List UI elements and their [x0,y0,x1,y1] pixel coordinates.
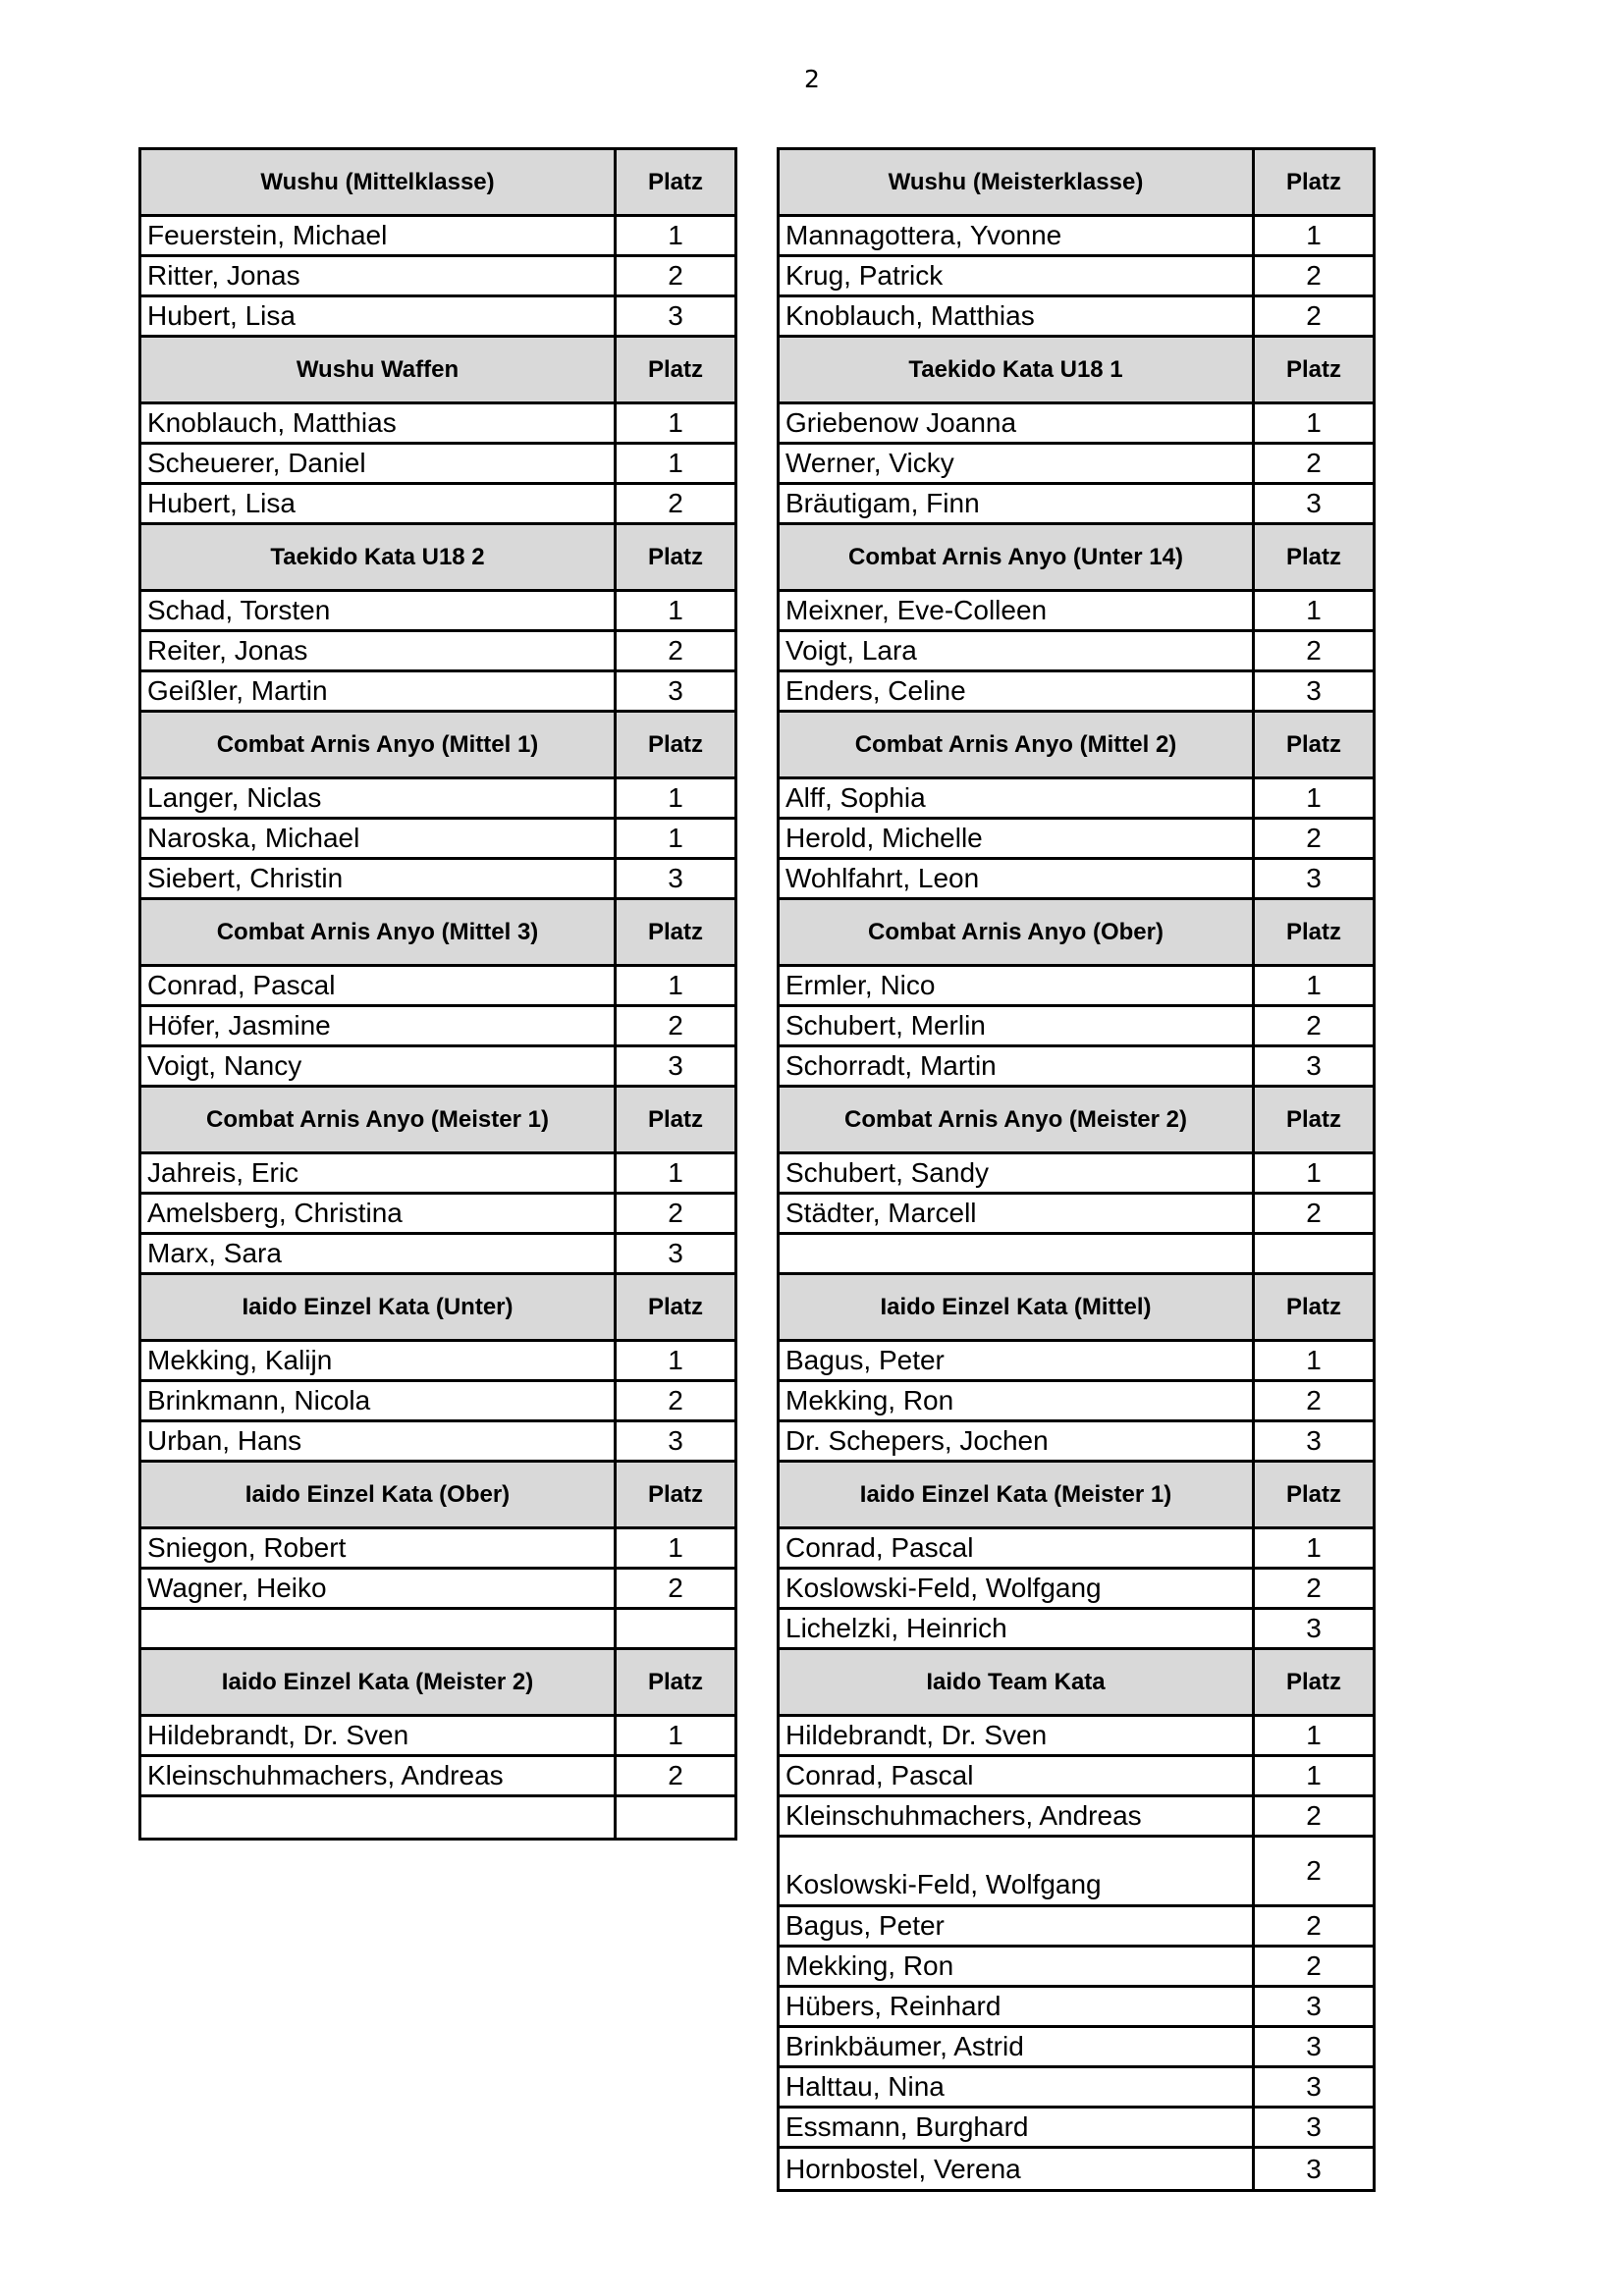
rank-column-header: Platz [647,730,703,758]
placement-value: 3 [1306,1425,1322,1456]
category-header-row [141,150,734,217]
placement-value: 3 [668,300,683,331]
category-title: Taekido Kata U18 1 [780,338,1255,401]
participant-name: Hildebrandt, Dr. Sven [780,1717,1255,1754]
participant-row [780,860,1373,900]
placement-value: 1 [668,1532,683,1563]
rank-column-header: Platz [1285,1105,1341,1133]
participant-row [141,445,734,485]
placement-value: 3 [1306,2111,1322,2142]
rank-column-header: Platz [1285,355,1341,383]
placement-value: 2 [1306,1800,1322,1831]
category-header-row [780,338,1373,404]
participant-row [780,1948,1373,1988]
category-header-row [141,1088,734,1154]
placement-value: 2 [1306,448,1322,478]
participant-name: Bagus, Peter [780,1342,1255,1379]
placement-value: 1 [668,1720,683,1750]
category-title: Combat Arnis Anyo (Mittel 1) [141,713,617,776]
results-table-right [777,147,1376,2192]
participant-name: Bagus, Peter [780,1907,1255,1945]
placement-value: 3 [668,1238,683,1268]
placement-value: 1 [1306,782,1322,813]
rank-column-header: Platz [647,1293,703,1320]
participant-row [780,632,1373,672]
category-header-row [141,1463,734,1529]
participant-name: Voigt, Nancy [141,1047,617,1085]
participant-name: Brinkmann, Nicola [141,1382,617,1419]
participant-name: Mannagottera, Yvonne [780,217,1255,254]
participant-name: Feuerstein, Michael [141,217,617,254]
rank-column-header: Platz [647,168,703,195]
participant-row [141,1382,734,1422]
rank-column-header: Platz [647,1668,703,1695]
participant-name: Hubert, Lisa [141,485,617,522]
participant-name [780,1235,1255,1272]
participant-row [780,445,1373,485]
participant-name: Amelsberg, Christina [141,1195,617,1232]
participant-row [780,1610,1373,1650]
participant-row [141,672,734,713]
placement-value: 3 [1306,1991,1322,2021]
participant-name: Naroska, Michael [141,820,617,857]
participant-name: Urban, Hans [141,1422,617,1460]
category-title: Combat Arnis Anyo (Mittel 2) [780,713,1255,776]
rank-column-header: Platz [1285,1480,1341,1508]
placement-value: 2 [668,488,683,518]
participant-name: Reiter, Jonas [141,632,617,669]
participant-row [141,820,734,860]
participant-row [780,485,1373,525]
participant-name: Wohlfahrt, Leon [780,860,1255,897]
participant-name: Knoblauch, Matthias [141,404,617,442]
category-header-row [780,1650,1373,1717]
rank-column-header: Platz [647,918,703,945]
placement-value: 2 [668,1573,683,1603]
participant-row [141,404,734,445]
participant-name: Mekking, Ron [780,1948,1255,1985]
participant-name: Hildebrandt, Dr. Sven [141,1717,617,1754]
placement-value: 2 [1306,1385,1322,1415]
participant-name: Dr. Schepers, Jochen [780,1422,1255,1460]
category-header-row [141,338,734,404]
category-title: Combat Arnis Anyo (Ober) [780,900,1255,964]
participant-name: Städter, Marcell [780,1195,1255,1232]
rank-column-header: Platz [647,1105,703,1133]
participant-row [780,1195,1373,1235]
placement-value: 1 [668,782,683,813]
participant-row [780,1235,1373,1275]
placement-value: 3 [1306,1613,1322,1643]
participant-name: Wagner, Heiko [141,1570,617,1607]
rank-column-header: Platz [1285,1293,1341,1320]
placement-value: 3 [1306,2031,1322,2061]
placement-value [617,1797,734,1838]
participant-row [780,1529,1373,1570]
participant-name: Meixner, Eve-Colleen [780,592,1255,629]
placement-value: 3 [1306,488,1322,518]
participant-name: Scheuerer, Daniel [141,445,617,482]
participant-name: Ritter, Jonas [141,257,617,294]
participant-name: Geißler, Martin [141,672,617,710]
participant-name: Knoblauch, Matthias [780,297,1255,335]
category-title: Combat Arnis Anyo (Mittel 3) [141,900,617,964]
placement-value: 1 [668,970,683,1000]
placement-value [617,1610,734,1647]
category-title: Iaido Einzel Kata (Ober) [141,1463,617,1526]
category-title: Wushu (Mittelklasse) [141,150,617,214]
participant-row [780,2068,1373,2109]
participant-name: Brinkbäumer, Astrid [780,2028,1255,2065]
participant-row [780,257,1373,297]
participant-row [780,1422,1373,1463]
participant-row [780,1988,1373,2028]
participant-row [780,217,1373,257]
placement-value: 1 [1306,220,1322,250]
participant-name [141,1610,617,1647]
placement-value: 1 [668,448,683,478]
category-title: Iaido Einzel Kata (Unter) [141,1275,617,1339]
placement-value: 1 [1306,1720,1322,1750]
participant-name: Hübers, Reinhard [780,1988,1255,2025]
participant-name: Schubert, Sandy [780,1154,1255,1192]
participant-row [780,2109,1373,2149]
category-title: Combat Arnis Anyo (Meister 1) [141,1088,617,1151]
participant-row [780,592,1373,632]
participant-row [780,1047,1373,1088]
participant-row [780,672,1373,713]
category-title: Iaido Einzel Kata (Mittel) [780,1275,1255,1339]
participant-name: Jahreis, Eric [141,1154,617,1192]
participant-row [780,2028,1373,2068]
participant-row [141,1235,734,1275]
participant-name: Bräutigam, Finn [780,485,1255,522]
rank-column-header: Platz [1285,168,1341,195]
participant-name: Essmann, Burghard [780,2109,1255,2146]
category-header-row [141,713,734,779]
rank-column-header: Platz [647,355,703,383]
category-header-row [141,525,734,592]
category-title: Iaido Team Kata [780,1650,1255,1714]
participant-row [780,1382,1373,1422]
participant-row [141,257,734,297]
participant-name: Koslowski-Feld, Wolfgang [780,1570,1255,1607]
participant-name: Werner, Vicky [780,445,1255,482]
placement-value: 1 [1306,1345,1322,1375]
participant-name: Kleinschuhmachers, Andreas [780,1797,1255,1835]
category-title: Taekido Kata U18 2 [141,525,617,589]
placement-value: 2 [1306,1573,1322,1603]
participant-row [141,1047,734,1088]
participant-row [780,1154,1373,1195]
participant-row [141,632,734,672]
placement-value: 2 [668,260,683,291]
placement-value: 3 [668,675,683,706]
category-header-row [141,1650,734,1717]
participant-row [780,779,1373,820]
category-title: Combat Arnis Anyo (Unter 14) [780,525,1255,589]
participant-name: Alff, Sophia [780,779,1255,817]
placement-value: 1 [668,1157,683,1188]
placement-value: 3 [1306,2153,1322,2184]
rank-column-header: Platz [1285,543,1341,570]
participant-row [780,2149,1373,2189]
participant-name: Schorradt, Martin [780,1047,1255,1085]
participant-row [141,967,734,1007]
participant-name: Hubert, Lisa [141,297,617,335]
participant-row [141,297,734,338]
placement-value: 2 [1306,1198,1322,1228]
page-number: 2 [804,65,820,93]
placement-value: 1 [1306,970,1322,1000]
participant-name: Halttau, Nina [780,2068,1255,2106]
participant-row [780,297,1373,338]
participant-row [141,1529,734,1570]
rank-column-header: Platz [1285,1668,1341,1695]
category-header-row [780,900,1373,967]
category-header-row [780,713,1373,779]
participant-row [141,1610,734,1650]
participant-row [780,1797,1373,1838]
participant-name: Conrad, Pascal [141,967,617,1004]
placement-value: 2 [668,1385,683,1415]
participant-row [141,1007,734,1047]
participant-row [780,1757,1373,1797]
participant-name: Marx, Sara [141,1235,617,1272]
placement-value: 3 [668,1050,683,1081]
placement-value: 2 [1306,1950,1322,1981]
category-header-row [141,1275,734,1342]
placement-value: 1 [1306,407,1322,438]
placement-value: 2 [668,635,683,666]
placement-value: 1 [668,823,683,853]
category-header-row [780,1463,1373,1529]
participant-name: Conrad, Pascal [780,1757,1255,1794]
placement-value: 3 [1306,1050,1322,1081]
rank-column-header: Platz [1285,730,1341,758]
results-table-left [138,147,737,1841]
placement-value: 3 [1306,863,1322,893]
category-header-row [780,525,1373,592]
participant-name: Kleinschuhmachers, Andreas [141,1757,617,1794]
participant-row [141,779,734,820]
placement-value: 3 [1306,675,1322,706]
category-header-row [780,1275,1373,1342]
participant-row [141,1342,734,1382]
participant-row [141,485,734,525]
participant-name: Höfer, Jasmine [141,1007,617,1044]
category-header-row [780,150,1373,217]
participant-row [141,1797,734,1838]
placement-value: 2 [1306,823,1322,853]
participant-name: Langer, Niclas [141,779,617,817]
category-title: Iaido Einzel Kata (Meister 2) [141,1650,617,1714]
participant-name: Herold, Michelle [780,820,1255,857]
participant-row [780,1838,1373,1907]
placement-value: 1 [668,407,683,438]
participant-name: Sniegon, Robert [141,1529,617,1567]
category-title: Iaido Einzel Kata (Meister 1) [780,1463,1255,1526]
participant-name: Krug, Patrick [780,257,1255,294]
participant-name: Ermler, Nico [780,967,1255,1004]
participant-name: Hornbostel, Verena [780,2149,1255,2189]
participant-row [141,1195,734,1235]
participant-row [780,1717,1373,1757]
participant-row [141,860,734,900]
participant-row [141,1717,734,1757]
participant-name: Voigt, Lara [780,632,1255,669]
placement-value: 2 [1306,300,1322,331]
category-header-row [780,1088,1373,1154]
placement-value: 2 [1306,260,1322,291]
placement-value: 1 [668,595,683,625]
participant-name [141,1797,617,1838]
participant-name: Schad, Torsten [141,592,617,629]
placement-value: 1 [1306,1532,1322,1563]
participant-row [141,1154,734,1195]
category-title: Combat Arnis Anyo (Meister 2) [780,1088,1255,1151]
participant-row [780,1570,1373,1610]
placement-value: 2 [1306,1855,1322,1886]
placement-value: 2 [1306,635,1322,666]
participant-name: Mekking, Kalijn [141,1342,617,1379]
placement-value: 2 [668,1010,683,1041]
placement-value: 1 [1306,1157,1322,1188]
placement-value: 3 [1306,2071,1322,2102]
participant-name: Griebenow Joanna [780,404,1255,442]
participant-row [780,1342,1373,1382]
participant-row [141,1570,734,1610]
category-title: Wushu Waffen [141,338,617,401]
participant-row [780,967,1373,1007]
participant-name: Siebert, Christin [141,860,617,897]
placement-value: 2 [668,1760,683,1790]
placement-value: 2 [1306,1010,1322,1041]
participant-row [141,217,734,257]
placement-value: 3 [668,863,683,893]
category-title: Wushu (Meisterklasse) [780,150,1255,214]
participant-row [780,820,1373,860]
category-header-row [141,900,734,967]
participant-row [141,1422,734,1463]
participant-row [780,1907,1373,1948]
participant-name: Conrad, Pascal [780,1529,1255,1567]
participant-name: Mekking, Ron [780,1382,1255,1419]
participant-name: Koslowski-Feld, Wolfgang [780,1838,1255,1904]
rank-column-header: Platz [647,1480,703,1508]
placement-value: 2 [668,1198,683,1228]
placement-value: 1 [668,1345,683,1375]
placement-value: 3 [668,1425,683,1456]
participant-row [780,404,1373,445]
participant-name: Enders, Celine [780,672,1255,710]
placement-value [1255,1235,1373,1272]
participant-name: Schubert, Merlin [780,1007,1255,1044]
placement-value: 1 [1306,595,1322,625]
participant-name: Lichelzki, Heinrich [780,1610,1255,1647]
participant-row [780,1007,1373,1047]
participant-row [141,592,734,632]
placement-value: 2 [1306,1910,1322,1941]
placement-value: 1 [668,220,683,250]
rank-column-header: Platz [647,543,703,570]
participant-row [141,1757,734,1797]
placement-value: 1 [1306,1760,1322,1790]
rank-column-header: Platz [1285,918,1341,945]
